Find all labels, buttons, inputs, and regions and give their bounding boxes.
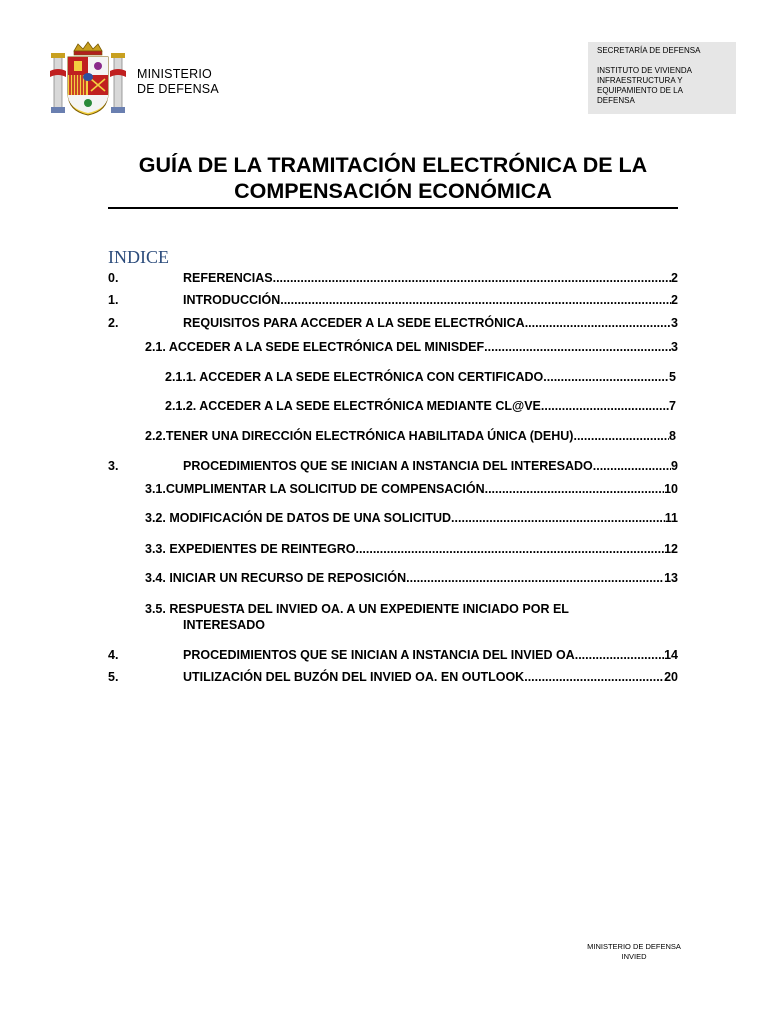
toc-number: 2. (108, 316, 119, 330)
toc-page: 14 (664, 648, 678, 662)
toc-text: PROCEDIMIENTOS QUE SE INICIAN A INSTANCIA DEL INTERESADO (183, 459, 593, 473)
toc-leader (541, 398, 669, 414)
toc-entry[interactable] (108, 315, 678, 331)
toc-entry[interactable] (145, 481, 678, 497)
secretariat-label: SECRETARÍA DE DEFENSA (597, 46, 701, 55)
toc-entry[interactable] (145, 339, 678, 355)
toc-leader (525, 315, 671, 331)
toc-text: REFERENCIAS (183, 271, 273, 285)
toc-leader (524, 669, 664, 685)
toc-number: 0. (108, 271, 119, 285)
toc-text: 2.1. ACCEDER A LA SEDE ELECTRÓNICA DEL MINISDEF (145, 340, 485, 354)
toc-text: PROCEDIMIENTOS QUE SE INICIAN A INSTANCIA DEL INVIED OA (183, 648, 575, 662)
toc-page: 2 (671, 271, 678, 285)
footer-ministry: MINISTERIO DE DEFENSA (587, 942, 681, 951)
toc-page: 10 (664, 482, 678, 496)
toc-page: 3 (671, 316, 678, 330)
toc-leader (484, 339, 671, 355)
toc-leader (485, 481, 665, 497)
toc-entry[interactable] (145, 601, 678, 633)
toc-entry[interactable] (108, 270, 678, 286)
toc-text: 2.1.1. ACCEDER A LA SEDE ELECTRÓNICA CON CERTIFICADO (165, 370, 544, 384)
toc-leader (573, 428, 669, 444)
toc-leader (273, 270, 671, 286)
toc-entry[interactable] (145, 428, 676, 444)
toc-page: 13 (664, 571, 678, 585)
toc-page: 5 (669, 370, 676, 384)
institute-line-3: EQUIPAMIENTO DE LA (597, 86, 683, 95)
toc-page: 12 (664, 542, 678, 556)
toc-text: REQUISITOS PARA ACCEDER A LA SEDE ELECTRÓNICA (183, 316, 525, 330)
toc-page: 20 (664, 670, 678, 684)
toc-text-continued: INTERESADO (183, 618, 265, 632)
toc-text: 3.2. MODIFICACIÓN DE DATOS DE UNA SOLICITUD (145, 511, 452, 525)
toc-text: 3.1.CUMPLIMENTAR LA SOLICITUD DE COMPENSACIÓN (145, 482, 485, 496)
title-line-1: GUÍA DE LA TRAMITACIÓN ELECTRÓNICA DE LA (138, 153, 648, 177)
toc-entry[interactable] (165, 398, 676, 414)
title-line-2: COMPENSACIÓN ECONÓMICA (234, 179, 552, 203)
toc-leader (280, 292, 671, 308)
toc-page: 7 (669, 399, 676, 413)
institute-line-4: DEFENSA (597, 96, 635, 105)
toc-entry[interactable] (108, 647, 678, 663)
toc-entry[interactable] (165, 369, 676, 385)
toc-number: 3. (108, 459, 119, 473)
ministry-line-1: MINISTERIO (137, 67, 212, 81)
toc-text: 2.1.2. ACCEDER A LA SEDE ELECTRÓNICA MEDIANTE CL@VE (165, 399, 541, 413)
toc-page: 11 (664, 511, 678, 525)
toc-entry[interactable] (145, 510, 678, 526)
toc-page: 8 (669, 429, 676, 443)
institute-line-2: INFRAESTRUCTURA Y (597, 76, 683, 85)
toc-entry[interactable] (145, 541, 678, 557)
toc-page: 2 (671, 293, 678, 307)
institute-line-1: INSTITUTO DE VIVIENDA (597, 66, 692, 75)
toc-entry[interactable] (108, 458, 678, 474)
toc-entry[interactable] (108, 292, 678, 308)
toc-number: 5. (108, 670, 119, 684)
toc-text: 2.2.TENER UNA DIRECCIÓN ELECTRÓNICA HABILITADA ÚNICA (DEHU) (145, 429, 574, 443)
toc-entry[interactable] (145, 570, 678, 586)
toc-leader (593, 458, 671, 474)
page-footer (574, 942, 694, 962)
toc-text: 3.5. RESPUESTA DEL INVIED OA. A UN EXPEDIENTE INICIADO POR EL (145, 602, 569, 616)
toc-text: 3.3. EXPEDIENTES DE REINTEGRO (145, 542, 356, 556)
toc-page: 3 (671, 340, 678, 354)
toc-page: 9 (671, 459, 678, 473)
toc-number: 4. (108, 648, 119, 662)
toc-text: INTRODUCCIÓN (183, 293, 281, 307)
toc-leader (575, 647, 664, 663)
toc-leader (451, 510, 665, 526)
toc-text: UTILIZACIÓN DEL BUZÓN DEL INVIED OA. EN OUTLOOK (183, 670, 525, 684)
toc-leader (355, 541, 664, 557)
ministry-line-2: DE DEFENSA (137, 82, 219, 96)
toc-text: 3.4. INICIAR UN RECURSO DE REPOSICIÓN (145, 571, 407, 585)
toc-leader (543, 369, 669, 385)
toc-entry[interactable] (108, 669, 678, 685)
index-heading: INDICE (108, 247, 169, 267)
toc-leader (406, 570, 664, 586)
toc-number: 1. (108, 293, 119, 307)
footer-invied: INVIED (621, 952, 647, 961)
